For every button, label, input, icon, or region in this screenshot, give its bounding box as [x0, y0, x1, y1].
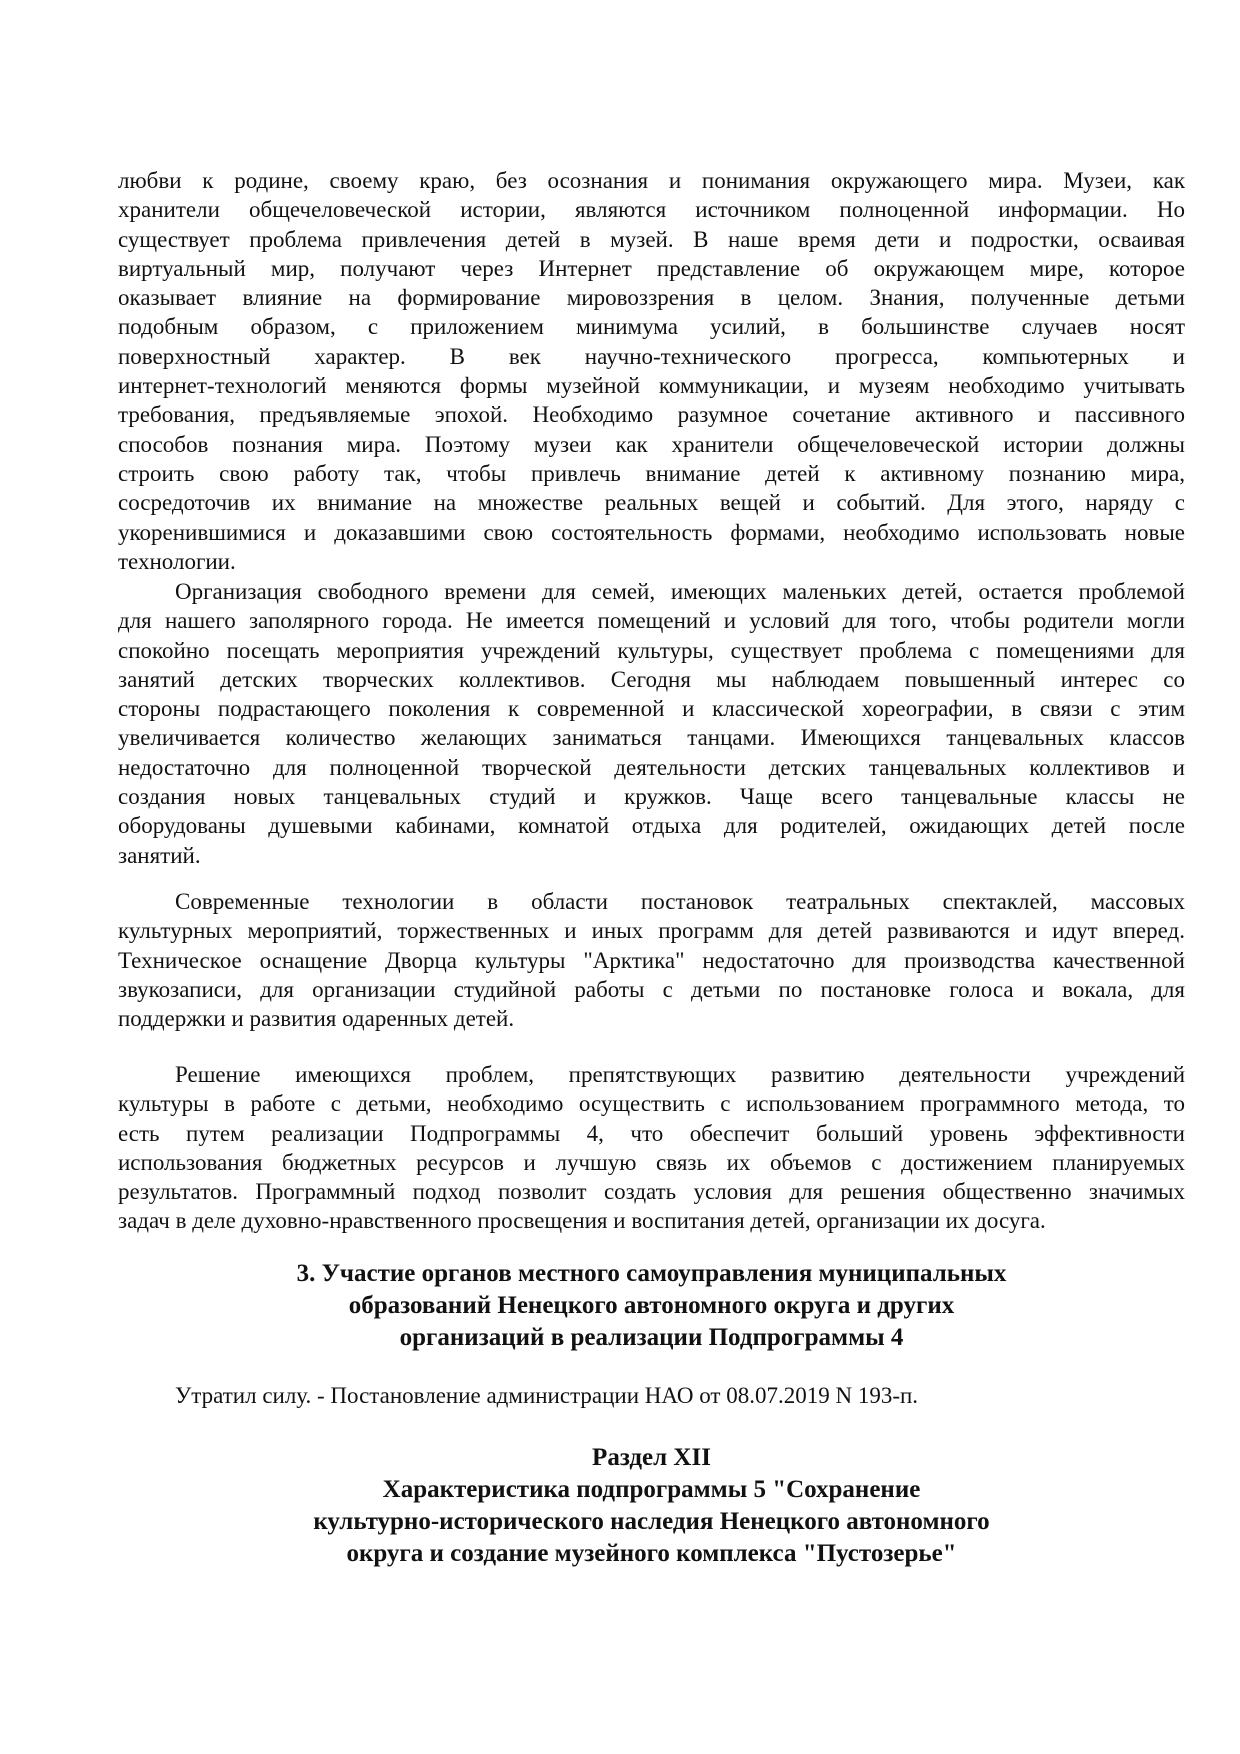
text-line: культуры в работе с детьми, необходимо осуществить с использованием программного метода, то — [118, 1091, 1185, 1117]
text-line: задач в деле духовно-нравственного просвещения и воспитания детей, организации их досуга. — [118, 1208, 1046, 1234]
paragraph-leisure — [118, 577, 1185, 870]
text-line: оказывает влияние на формирование мировоззрения в целом. Знания, полученные детьми — [118, 285, 1185, 311]
text-line: увеличивается количество желающих заниматься танцами. Имеющихся танцевальных классов — [118, 725, 1185, 751]
text-line: звукозаписи, для организации студийной работы с детьми по постановке голоса и вокала, для — [118, 976, 1185, 1002]
section-3-heading — [118, 1258, 1185, 1354]
section-12-heading — [118, 1442, 1185, 1570]
heading-line: округа и создание музейного комплекса "Пустозерье" — [346, 1540, 957, 1567]
text-line: интернет-технологий меняются формы музейной коммуникации, и музеям необходимо учитывать — [118, 373, 1185, 399]
text-line: Решение имеющихся проблем, препятствующих развитию деятельности учреждений — [175, 1062, 1185, 1087]
paragraph-solution — [118, 1060, 1185, 1236]
text-line: для нашего заполярного города. Не имеется помещений и условий для того, чтобы родители могли — [118, 608, 1185, 634]
text-line: технологии. — [118, 548, 236, 574]
text-line: стороны подрастающего поколения к современной и классической хореографии, в связи с этим — [118, 696, 1185, 722]
text-line: Организация свободного времени для семей, имеющих маленьких детей, остается проблемой — [175, 579, 1185, 604]
heading-line: культурно-исторического наследия Ненецкого автономного — [313, 1508, 990, 1535]
text-line: сосредоточив их внимание на множестве реальных вещей и событий. Для этого, наряду с — [118, 490, 1185, 516]
paragraph-technologies — [118, 887, 1185, 1033]
text-line: занятий детских творческих коллективов. Сегодня мы наблюдаем повышенный интерес со — [118, 666, 1185, 692]
text-line: создания новых танцевальных студий и кружков. Чаще всего танцевальные классы не — [118, 784, 1185, 810]
heading-line: организаций в реализации Подпрограммы 4 — [399, 1324, 904, 1351]
text-line: укоренившимися и доказавшими свою состоятельность формами, необходимо использовать новые — [118, 519, 1185, 545]
paragraph-museums — [118, 166, 1185, 576]
text-line: спокойно посещать мероприятия учреждений культуры, существует проблема с помещениями для — [118, 637, 1185, 663]
text-line: виртуальный мир, получают через Интернет представление об окружающем мире, которое — [118, 255, 1185, 281]
text-line: способов познания мира. Поэтому музеи как хранители общечеловеческой истории должны — [118, 431, 1185, 457]
heading-line: образований Ненецкого автономного округа и других — [348, 1292, 955, 1319]
heading-line: Характеристика подпрограммы 5 "Сохранение — [382, 1476, 921, 1503]
text-line: Современные технологии в области постановок театральных спектаклей, массовых — [175, 889, 1185, 914]
text-line: хранители общечеловеческой истории, являются источником полноценной информации. Но — [118, 197, 1185, 223]
text-line: использования бюджетных ресурсов и лучшую связь их объемов с достижением планируемых — [118, 1149, 1185, 1175]
text-line: поддержки и развития одаренных детей. — [118, 1006, 515, 1032]
repealed-note: Утратил силу. - Постановление администрации НАО от 08.07.2019 N 193-п. — [175, 1383, 919, 1408]
text-line: требования, предъявляемые эпохой. Необходимо разумное сочетание активного и пассивного — [118, 402, 1185, 428]
text-line: поверхностный характер. В век научно-технического прогресса, компьютерных и — [118, 343, 1185, 369]
heading-line: Раздел XII — [592, 1444, 711, 1471]
text-line: любви к родине, своему краю, без осознания и понимания окружающего мира. Музеи, как — [118, 168, 1185, 193]
text-line: строить свою работу так, чтобы привлечь внимание детей к активному познанию мира, — [118, 460, 1185, 486]
text-line: Техническое оснащение Дворца культуры "Арктика" недостаточно для производства качественной — [118, 947, 1185, 973]
heading-line: 3. Участие органов местного самоуправления муниципальных — [296, 1260, 1007, 1287]
text-line: занятий. — [118, 842, 201, 868]
text-line: есть путем реализации Подпрограммы 4, что обеспечит больший уровень эффективности — [118, 1120, 1185, 1146]
text-line: недостаточно для полноценной творческой деятельности детских танцевальных коллективов и — [118, 754, 1185, 780]
text-line: результатов. Программный подход позволит создать условия для решения общественно значимых — [118, 1179, 1185, 1205]
text-line: культурных мероприятий, торжественных и иных программ для детей развиваются и идут вперед. — [118, 918, 1185, 944]
text-line: оборудованы душевыми кабинами, комнатой отдыха для родителей, ожидающих детей после — [118, 813, 1185, 839]
text-line: существует проблема привлечения детей в музей. В наше время дети и подростки, осваивая — [118, 226, 1185, 252]
text-line: подобным образом, с приложением минимума усилий, в большинстве случаев носят — [118, 314, 1185, 340]
